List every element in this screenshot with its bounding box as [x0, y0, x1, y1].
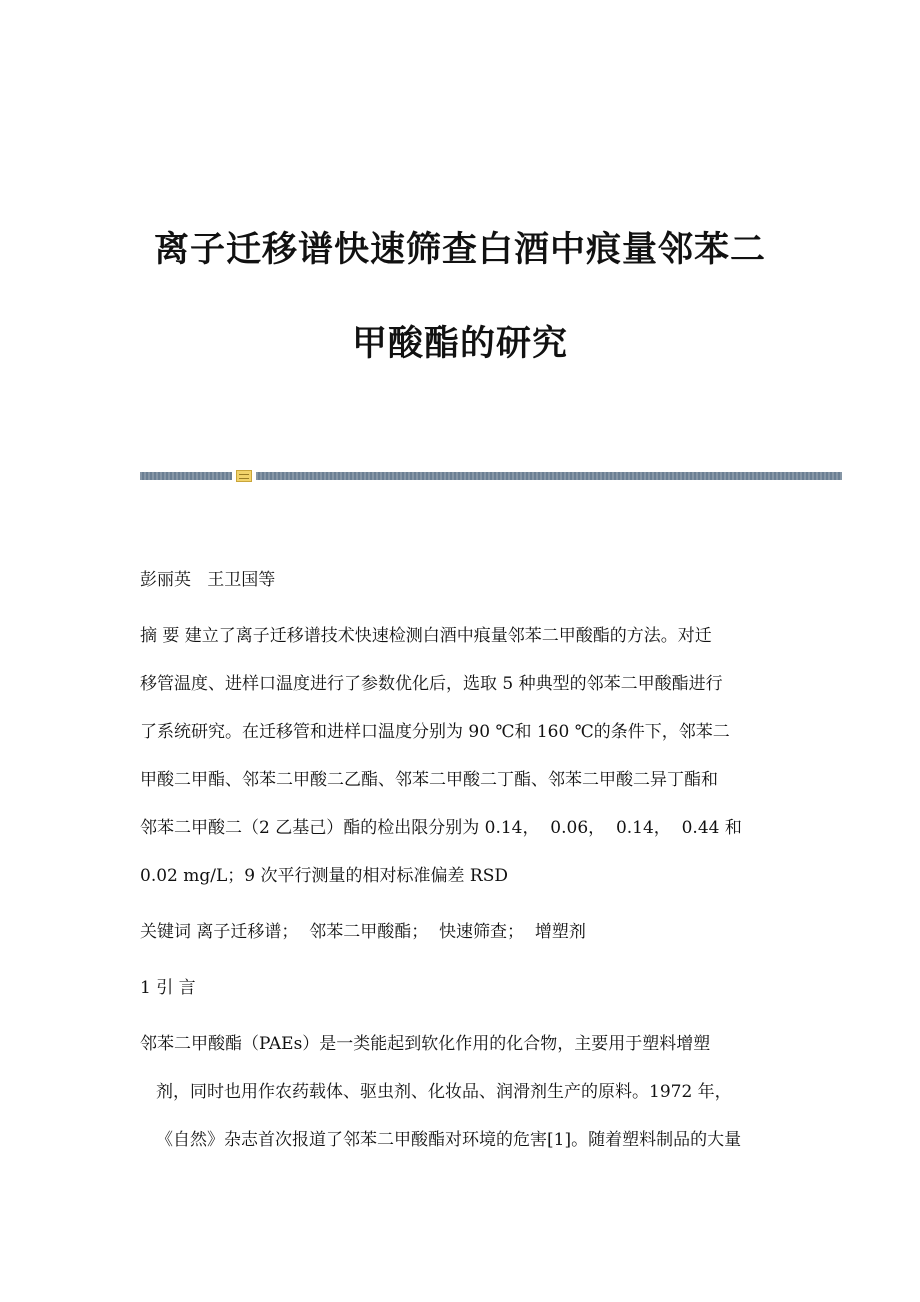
authors: 彭丽英 王卫国等 — [140, 570, 276, 590]
section-heading: 1 引 言 — [140, 978, 196, 998]
abstract-line: 摘 要 建立了离子迁移谱技术快速检测白酒中痕量邻苯二甲酸酯的方法。对迁 — [140, 626, 712, 646]
keywords: 关键词 离子迁移谱； 邻苯二甲酸酯； 快速筛查； 增塑剂 — [140, 922, 586, 942]
title-line-2: 甲酸酯的研究 — [351, 324, 568, 364]
intro-line: 剂，同时也用作农药载体、驱虫剂、化妆品、润滑剂生产的原料。1972 年， — [156, 1082, 732, 1102]
abstract-line: 了系统研究。在迁移管和进样口温度分别为 90 ℃和 160 ℃的条件下，邻苯二 — [140, 722, 730, 742]
intro-line: 邻苯二甲酸酯（PAEs）是一类能起到软化作用的化合物，主要用于塑料增塑 — [140, 1034, 711, 1054]
divider-bar-right — [256, 472, 842, 480]
envelope-icon — [236, 470, 252, 482]
abstract-line: 0.02 mg/L；9 次平行测量的相对标准偏差 RSD — [140, 866, 508, 886]
decorative-divider — [140, 470, 842, 482]
title-line-1: 离子迁移谱快速筛查白酒中痕量邻苯二 — [153, 230, 766, 270]
divider-bar-left — [140, 472, 232, 480]
abstract-line: 移管温度、进样口温度进行了参数优化后，选取 5 种典型的邻苯二甲酸酯进行 — [140, 674, 723, 694]
abstract-line: 邻苯二甲酸二（2 乙基己）酯的检出限分别为 0.14， 0.06， 0.14， 0.44 和 — [140, 818, 742, 838]
abstract-line: 甲酸二甲酯、邻苯二甲酸二乙酯、邻苯二甲酸二丁酯、邻苯二甲酸二异丁酯和 — [140, 770, 718, 790]
intro-line: 《自然》杂志首次报道了邻苯二甲酸酯对环境的危害[1]。随着塑料制品的大量 — [156, 1130, 742, 1150]
